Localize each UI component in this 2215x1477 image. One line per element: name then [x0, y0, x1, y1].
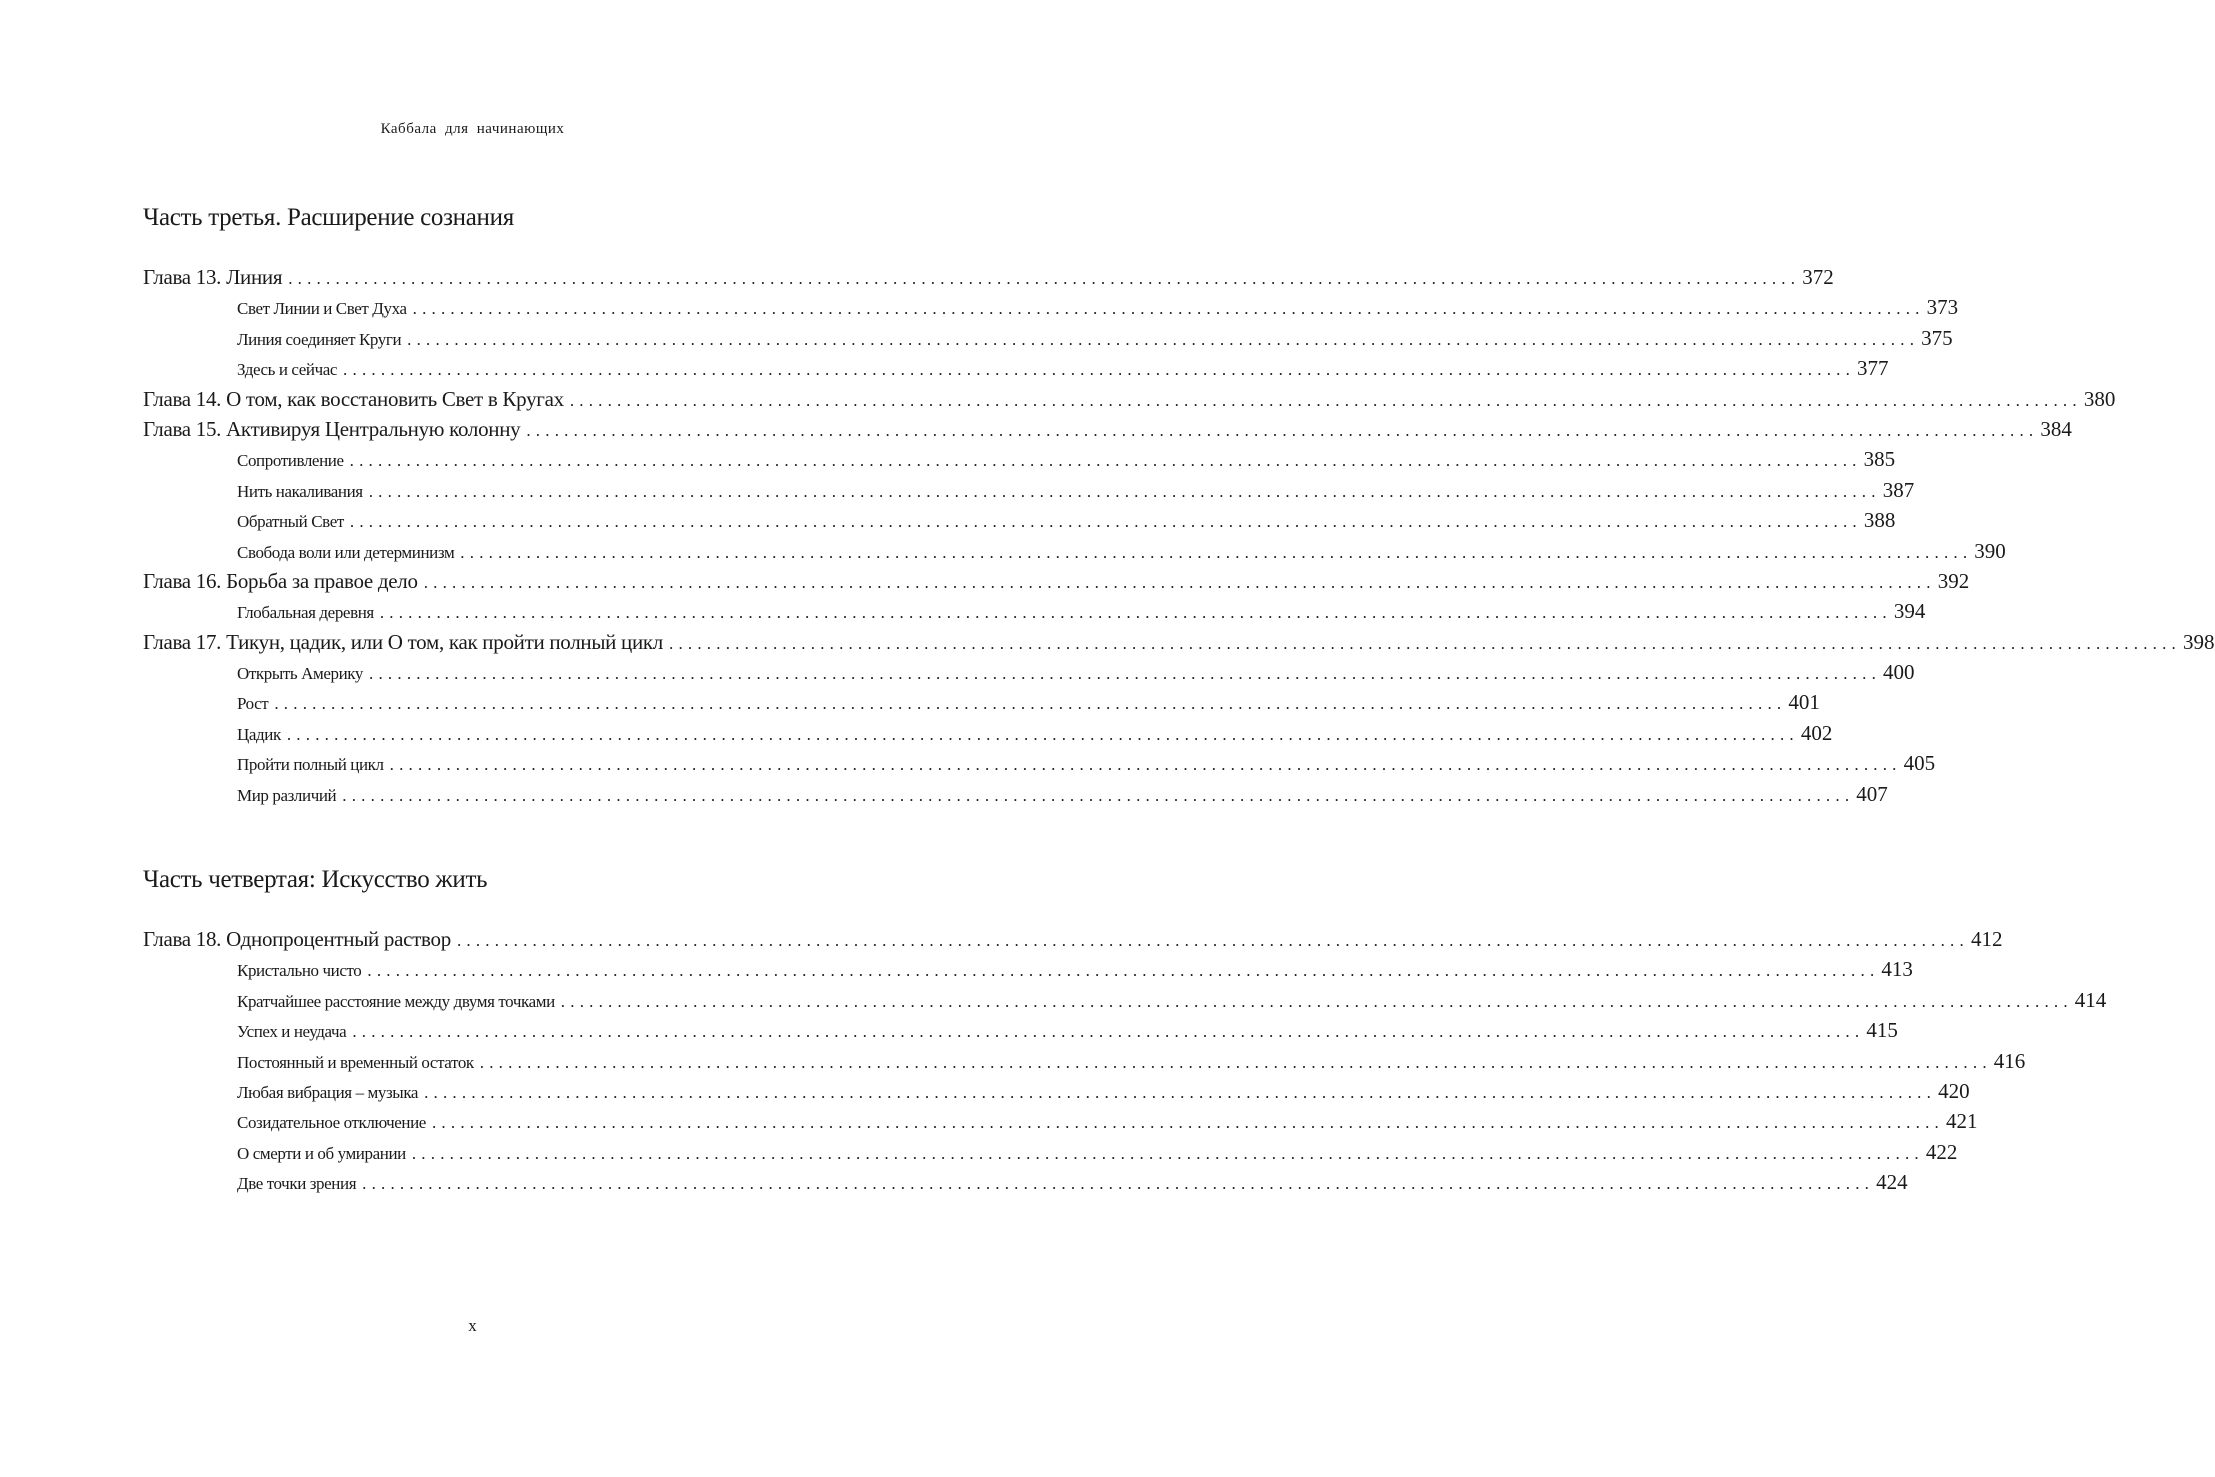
toc-entry-title: Рост: [237, 694, 269, 714]
toc-section-row: [143, 325, 1953, 356]
toc-chapter-row: [143, 568, 1970, 599]
toc-entry-page: 385: [1863, 447, 1896, 472]
dot-leader: ................................................................................................................................................................: [362, 1174, 1875, 1194]
dot-leader: ................................................................................................................................................................: [369, 664, 1882, 684]
toc-entry-title: Свет Линии и Свет Духа: [237, 299, 407, 319]
dot-leader: ................................................................................................................................................................: [424, 1082, 1937, 1102]
toc-section-row: [143, 751, 1936, 781]
toc-entry-page: 373: [1926, 295, 1959, 320]
toc-entry-title: Сопротивление: [237, 451, 344, 471]
toc-entry-title: Успех и неудача: [237, 1022, 347, 1042]
dot-leader: ................................................................................................................................................................: [526, 420, 2039, 440]
toc-entry-title: Глава 14. О том, как восстановить Свет в Кругах: [143, 386, 564, 411]
dot-leader: ................................................................................................................................................................: [479, 1052, 1992, 1072]
toc-entry-title: Здесь и сейчас: [237, 360, 338, 380]
dot-leader: ................................................................................................................................................................: [569, 390, 2082, 410]
running-head: Каббала для начинающих: [380, 121, 565, 137]
toc-section-row: [143, 599, 1926, 629]
toc-entry-page: 380: [2083, 386, 2116, 411]
toc-entry-title: Свобода воли или детерминизм: [237, 542, 455, 562]
toc-section-row: [143, 690, 1820, 720]
toc-entry-title: Глава 15. Активируя Центральную колонну: [143, 416, 521, 441]
toc-section-row: [143, 356, 1889, 386]
toc-entry-title: Две точки зрения: [237, 1174, 357, 1194]
dot-leader: ................................................................................................................................................................: [412, 299, 1925, 319]
dot-leader: ................................................................................................................................................................: [274, 694, 1787, 714]
dot-leader: ................................................................................................................................................................: [288, 269, 1801, 288]
toc-entry-title: Глава 18. Однопроцентный раствор: [143, 927, 451, 951]
toc-entry-title: Цадик: [237, 724, 281, 744]
toc-entry-title: Любая вибрация – музыка: [237, 1082, 419, 1102]
toc-section-row: [143, 1048, 2026, 1079]
toc-entry-page: 420: [1938, 1078, 1970, 1103]
toc-part-3: [143, 265, 2215, 812]
part-title-3: Часть третья. Расширение сознания: [143, 204, 514, 231]
dot-leader: ................................................................................................................................................................: [431, 1113, 1944, 1133]
toc-section-row: [143, 1139, 1958, 1170]
dot-leader: ................................................................................................................................................................: [367, 961, 1880, 981]
toc-section-row: [143, 957, 1913, 987]
toc-entry-title: О смерти и об умирании: [237, 1143, 406, 1163]
toc-section-row: [143, 508, 1896, 538]
toc-entry-page: 402: [1800, 720, 1833, 745]
toc-section-row: [143, 1018, 1898, 1048]
toc-section-row: [143, 720, 1833, 751]
toc-entry-page: 400: [1883, 660, 1915, 685]
toc-chapter-row: [143, 927, 2003, 957]
toc-entry-page: 375: [1921, 325, 1953, 350]
toc-chapter-row: [143, 629, 2215, 660]
toc-entry-page: 387: [1882, 477, 1915, 502]
toc-entry-page: 424: [1876, 1170, 1908, 1195]
toc-part-4: [143, 927, 2107, 1201]
toc-entry-page: 422: [1925, 1139, 1958, 1164]
dot-leader: ................................................................................................................................................................: [368, 481, 1881, 501]
toc-entry-title: Пройти полный цикл: [237, 755, 384, 775]
page-number: x: [468, 1316, 477, 1335]
dot-leader: ................................................................................................................................................................: [423, 572, 1936, 592]
toc-entry-title: Глава 16. Борьба за правое дело: [143, 568, 418, 593]
toc-entry-title: Мир различий: [237, 785, 337, 805]
toc-entry-page: 421: [1945, 1109, 1978, 1134]
toc-entry-page: 401: [1788, 690, 1820, 715]
toc-entry-page: 394: [1893, 599, 1926, 624]
toc-section-row: [143, 295, 1959, 325]
toc-chapter-row: [143, 416, 2072, 447]
toc-entry-page: 372: [1802, 265, 1834, 289]
dot-leader: ................................................................................................................................................................: [560, 991, 2073, 1011]
dot-leader: ................................................................................................................................................................: [349, 451, 1862, 471]
dot-leader: ................................................................................................................................................................: [379, 603, 1892, 623]
toc-entry-page: 414: [2074, 987, 2107, 1012]
toc-entry-title: Открыть Америку: [237, 664, 364, 684]
toc-entry-page: 384: [2040, 416, 2072, 441]
toc-entry-page: 388: [1863, 508, 1896, 533]
toc-entry-page: 416: [1993, 1048, 2026, 1073]
toc-section-row: [143, 781, 1888, 812]
toc-entry-title: Глобальная деревня: [237, 603, 374, 623]
toc-entry-title: Нить накаливания: [237, 481, 363, 501]
toc-entry-page: 412: [1970, 927, 2003, 951]
toc-section-row: [143, 1078, 1970, 1109]
dot-leader: ................................................................................................................................................................: [352, 1022, 1865, 1042]
toc-entry-page: 407: [1856, 781, 1888, 806]
toc-section-row: [143, 987, 2107, 1018]
dot-leader: ................................................................................................................................................................: [407, 329, 1920, 349]
dot-leader: ................................................................................................................................................................: [456, 931, 1969, 950]
toc-entry-title: Кристально чисто: [237, 961, 362, 981]
toc-entry-page: 390: [1974, 538, 2006, 563]
toc-section-row: [143, 660, 1915, 690]
dot-leader: ................................................................................................................................................................: [669, 633, 2181, 653]
dot-leader: ................................................................................................................................................................: [389, 755, 1902, 775]
toc-entry-title: Обратный Свет: [237, 512, 344, 532]
toc-entry-title: Постоянный и временный остаток: [237, 1052, 474, 1072]
toc-section-row: [143, 1109, 1978, 1139]
dot-leader: ................................................................................................................................................................: [411, 1143, 1924, 1163]
dot-leader: ................................................................................................................................................................: [349, 512, 1862, 532]
part-title-4: Часть четвертая: Искусство жить: [143, 866, 488, 893]
dot-leader: ................................................................................................................................................................: [286, 724, 1799, 744]
toc-entry-title: Глава 17. Тикун, цадик, или О том, как пройти полный цикл: [143, 629, 663, 654]
toc-section-row: [143, 1170, 1908, 1200]
toc-entry-page: 415: [1866, 1018, 1898, 1043]
toc-chapter-row: [143, 386, 2116, 417]
toc-entry-page: 413: [1881, 957, 1913, 982]
toc-section-row: [143, 538, 2006, 569]
dot-leader: ................................................................................................................................................................: [342, 785, 1855, 805]
dot-leader: ................................................................................................................................................................: [460, 542, 1973, 562]
toc-section-row: [143, 447, 1896, 477]
toc-chapter-row: [143, 265, 1834, 295]
toc-entry-title: Созидательное отключение: [237, 1113, 426, 1133]
toc-entry-page: 392: [1937, 568, 1970, 593]
toc-entry-page: 377: [1857, 356, 1889, 381]
toc-entry-page: 398: [2183, 629, 2215, 654]
toc-section-row: [143, 477, 1915, 508]
toc-entry-page: 405: [1903, 751, 1936, 776]
toc-entry-title: Глава 13. Линия: [143, 265, 283, 289]
dot-leader: ................................................................................................................................................................: [343, 360, 1856, 380]
toc-entry-title: Кратчайшее расстояние между двумя точками: [237, 991, 555, 1011]
toc-entry-title: Линия соединяет Круги: [237, 329, 402, 349]
